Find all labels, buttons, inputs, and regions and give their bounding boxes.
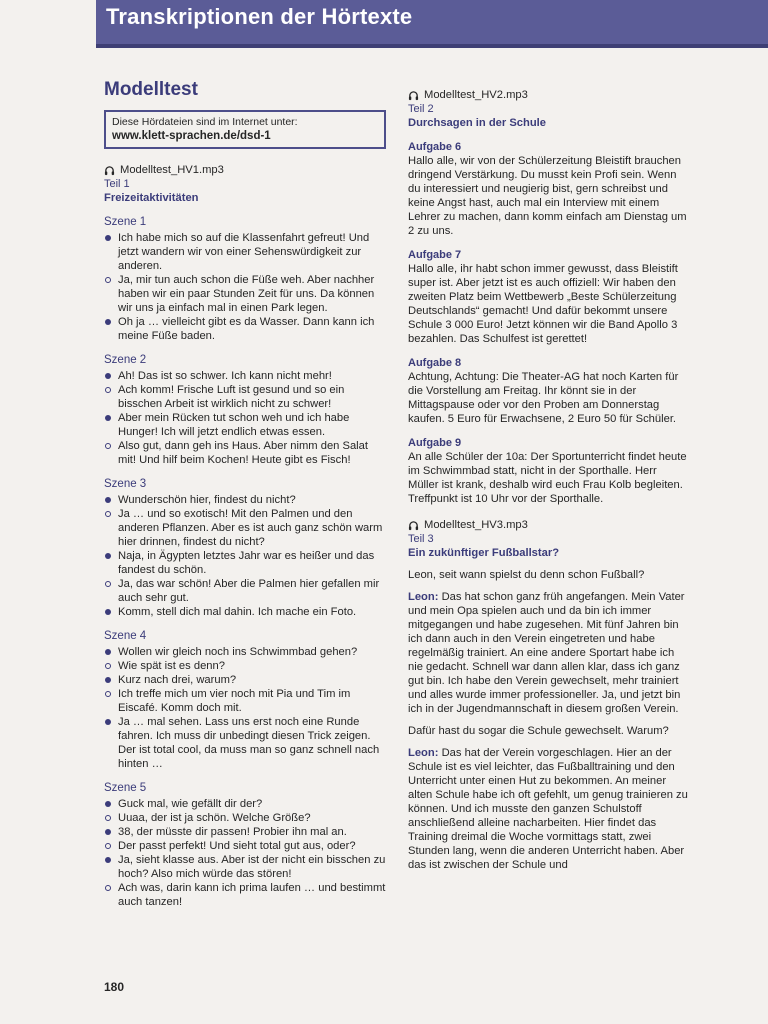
interview-answer	[408, 590, 690, 716]
dialog-line	[104, 493, 386, 507]
audio-file-hv2	[408, 88, 690, 102]
dialog-text: Wollen wir gleich noch ins Schwimmbad gehen?	[118, 646, 358, 658]
dialog-lines	[104, 493, 386, 619]
task-title: Aufgabe 6	[408, 141, 462, 153]
filled-bullet-icon	[105, 829, 111, 835]
dialog-text: Ach komm! Frische Luft ist gesund und so ein bisschen Arbeit ist wirklich nicht zu schwer!	[118, 384, 345, 410]
filled-bullet-icon	[105, 649, 111, 655]
filled-bullet-icon	[105, 857, 111, 863]
open-bullet-icon	[105, 843, 111, 849]
task-text: Achtung, Achtung: Die Theater-AG hat noch Karten für die Vorstellung am Freitag. Ihr könnt sie in der Mittagspause oder vor den Proben am Donnerstag kaufen. 5 Euro für Erwachsene, 2 Euro 50 für Schüler.	[408, 371, 679, 425]
filled-bullet-icon	[105, 609, 111, 615]
speaker-label: Leon:	[408, 747, 439, 759]
dialog-line	[104, 315, 386, 343]
scene-title: Szene 2	[104, 354, 147, 366]
dialog-text: Ja, das war schön! Aber die Palmen hier gefallen mir auch sehr gut.	[118, 578, 380, 604]
scene-title: Szene 1	[104, 216, 147, 228]
open-bullet-icon	[105, 387, 111, 393]
dialog-line	[104, 853, 386, 881]
audio-file-hv3	[408, 518, 690, 532]
open-bullet-icon	[105, 277, 111, 283]
dialog-line	[104, 273, 386, 315]
answer-text: Das hat der Verein vorgeschlagen. Hier an der Schule ist es viel leichter, das Fußballtraining und den Unterricht unter einen Hut zu bekommen. An meiner alten Schule habe ich oft gefehlt, um genug trainieren zu können. Und ich musste den ganzen Schulstoff anschließend alleine nacharbeiten. Hier findet das Training dreimal die Woche vormittags statt, zwei Stunden lang, wenn die anderen Unterricht haben. Aber das ist zwischen der Schule und	[408, 747, 688, 871]
part-label: Teil 3	[408, 533, 434, 545]
dialog-text: Aber mein Rücken tut schon weh und ich habe Hunger! Ich will jetzt endlich etwas essen.	[118, 412, 350, 438]
section-heading: Modelltest	[104, 79, 198, 100]
dialog-lines	[104, 797, 386, 909]
dialog-text: Kurz nach drei, warum?	[118, 674, 237, 686]
scene-title: Szene 5	[104, 782, 147, 794]
filled-bullet-icon	[105, 415, 111, 421]
dialog-line	[104, 797, 386, 811]
part-subtitle: Ein zukünftiger Fußballstar?	[408, 547, 560, 559]
audio-file-name: Modelltest_HV3.mp3	[424, 519, 528, 531]
info-box-text: Diese Hördateien sind im Internet unter:	[112, 116, 298, 128]
headphones-icon	[408, 90, 419, 101]
dialog-text: Ich treffe mich um vier noch mit Pia und Tim im Eiscafé. Komm doch mit.	[118, 688, 351, 714]
filled-bullet-icon	[105, 319, 111, 325]
dialog-line	[104, 507, 386, 549]
headphones-icon	[104, 165, 115, 176]
dialog-text: Ach was, darin kann ich prima laufen … und bestimmt auch tanzen!	[118, 882, 386, 908]
dialog-text: Uuaa, der ist ja schön. Welche Größe?	[118, 812, 311, 824]
task-text: Hallo alle, ihr habt schon immer gewusst, dass Bleistift super ist. Aber jetzt ist es auch offiziell: Wir haben den zweiten Platz beim Wettbewerb „Beste Schülerzeitung Deutschlands“ gemacht! Und dafür bekommt unsere Schule 3 000 Euro! Jetzt können wir die Band Apollo 3 bezahlen. Das Schulfest ist gerettet!	[408, 263, 678, 345]
open-bullet-icon	[105, 581, 111, 587]
audio-file-name: Modelltest_HV1.mp3	[120, 164, 224, 176]
dialog-line	[104, 811, 386, 825]
scene-title: Szene 3	[104, 478, 147, 490]
filled-bullet-icon	[105, 373, 111, 379]
left-column	[104, 78, 386, 909]
dialog-text: Wunderschön hier, findest du nicht?	[118, 494, 296, 506]
dialog-lines	[104, 231, 386, 343]
open-bullet-icon	[105, 443, 111, 449]
dialog-text: Ja … und so exotisch! Mit den Palmen und den anderen Pflanzen. Aber es ist auch ganz schön warm hier drinnen, findest du nicht?	[118, 508, 383, 548]
dialog-line	[104, 687, 386, 715]
dialog-text: Der passt perfekt! Und sieht total gut aus, oder?	[118, 840, 356, 852]
scene-list	[104, 215, 386, 909]
dialog-line	[104, 881, 386, 909]
dialog-text: Also gut, dann geh ins Haus. Aber nimm den Salat mit! Und hilf beim Kochen! Heute gibt es Fisch!	[118, 440, 369, 466]
audio-file-name: Modelltest_HV2.mp3	[424, 89, 528, 101]
dialog-line	[104, 645, 386, 659]
part-label: Teil 2	[408, 103, 434, 115]
dialog-text: Ja, mir tun auch schon die Füße weh. Aber nachher haben wir ein paar Stunden Zeit für uns. Da können wir uns ja einfach mal in einen Park legen.	[118, 274, 375, 314]
page-number: 180	[104, 980, 125, 994]
part-label: Teil 1	[104, 178, 130, 190]
dialog-text: Ich habe mich so auf die Klassenfahrt gefreut! Und jetzt wandern wir von einer Sehenswürdigkeit zur anderen.	[118, 232, 370, 272]
filled-bullet-icon	[105, 235, 111, 241]
interview-question: Leon, seit wann spielst du denn schon Fußball?	[408, 569, 645, 581]
task-title: Aufgabe 7	[408, 249, 462, 261]
open-bullet-icon	[105, 691, 111, 697]
dialog-lines	[104, 369, 386, 467]
filled-bullet-icon	[105, 553, 111, 559]
dialog-line	[104, 659, 386, 673]
dialog-line	[104, 549, 386, 577]
dialog-line	[104, 839, 386, 853]
dialog-text: Ja, sieht klasse aus. Aber ist der nicht ein bisschen zu hoch? Also mich würde das stören!	[118, 854, 386, 880]
header-band	[96, 0, 768, 48]
dialog-line	[104, 231, 386, 273]
dialog-line	[104, 439, 386, 467]
task-text: Hallo alle, wir von der Schülerzeitung Bleistift brauchen dringend Verstärkung. Du musst kein Profi sein. Wenn du interessiert und neugierig bist, gern schreibst und keine Angst hast, auch mal ein Interview mit einem Lehrer zu machen, dann komm einfach am Dienstag um 2 zu uns.	[408, 155, 687, 237]
dialog-line	[104, 369, 386, 383]
dialog-text: Guck mal, wie gefällt dir der?	[118, 798, 263, 810]
interview-question: Dafür hast du sogar die Schule gewechselt. Warum?	[408, 725, 669, 737]
dialog-line	[104, 383, 386, 411]
dialog-text: 38, der müsste dir passen! Probier ihn mal an.	[118, 826, 347, 838]
filled-bullet-icon	[105, 801, 111, 807]
speaker-label: Leon:	[408, 591, 439, 603]
right-column	[408, 88, 690, 872]
dialog-text: Ah! Das ist so schwer. Ich kann nicht mehr!	[118, 370, 332, 382]
headphones-icon	[408, 520, 419, 531]
interview	[408, 568, 690, 872]
open-bullet-icon	[105, 815, 111, 821]
audio-file-hv1	[104, 163, 386, 177]
open-bullet-icon	[105, 511, 111, 517]
dialog-lines	[104, 645, 386, 771]
open-bullet-icon	[105, 885, 111, 891]
page-title: Transkriptionen der Hörtexte	[106, 4, 413, 29]
task-text: An alle Schüler der 10a: Der Sportunterricht findet heute im Schwimmbad statt, nicht in der Sporthalle. Herr Müller ist krank, deshalb wird euch Frau Kolb begleiten. Treffpunkt ist 10 Uhr vor der Sporthalle.	[408, 451, 687, 505]
scene-title: Szene 4	[104, 630, 147, 642]
dialog-text: Ja … mal sehen. Lass uns erst noch eine Runde fahren. Ich muss dir unbedingt diesen Trick zeigen. Der ist total cool, da muss man so ganz schnell nach hinten …	[118, 716, 380, 770]
dialog-text: Naja, in Ägypten letztes Jahr war es heißer und das fandest du schön.	[118, 550, 375, 576]
download-info-box	[104, 110, 386, 149]
download-url[interactable]: www.klett-sprachen.de/dsd-1	[112, 130, 271, 142]
task-title: Aufgabe 8	[408, 357, 462, 369]
dialog-line	[104, 715, 386, 771]
filled-bullet-icon	[105, 719, 111, 725]
dialog-line	[104, 411, 386, 439]
dialog-line	[104, 605, 386, 619]
open-bullet-icon	[105, 663, 111, 669]
filled-bullet-icon	[105, 497, 111, 503]
dialog-text: Komm, stell dich mal dahin. Ich mache ein Foto.	[118, 606, 357, 618]
task-list	[408, 140, 690, 506]
dialog-line	[104, 825, 386, 839]
dialog-text: Oh ja … vielleicht gibt es da Wasser. Dann kann ich meine Füße baden.	[118, 316, 375, 342]
part-subtitle: Durchsagen in der Schule	[408, 117, 547, 129]
dialog-line	[104, 673, 386, 687]
dialog-line	[104, 577, 386, 605]
interview-answer	[408, 746, 690, 872]
filled-bullet-icon	[105, 677, 111, 683]
part-subtitle: Freizeitaktivitäten	[104, 192, 199, 204]
task-title: Aufgabe 9	[408, 437, 462, 449]
answer-text: Das hat schon ganz früh angefangen. Mein Vater und mein Opa spielen auch und da bin ich immer mitgegangen und habe zugesehen. Mit fünf Jahren bin ich dann auch in den Verein eingetreten und habe regelmäßig trainiert. An eine andere Sportart habe ich nie gedacht. Schnell war dann allen klar, dass ich ganz gut bin. Ich habe den Verein gewechselt, mehr trainiert und alles wurde immer professioneller. Ja, und jetzt bin ich in der Jugendmannschaft in diesem großen Verein.	[408, 591, 685, 715]
dialog-text: Wie spät ist es denn?	[118, 660, 225, 672]
